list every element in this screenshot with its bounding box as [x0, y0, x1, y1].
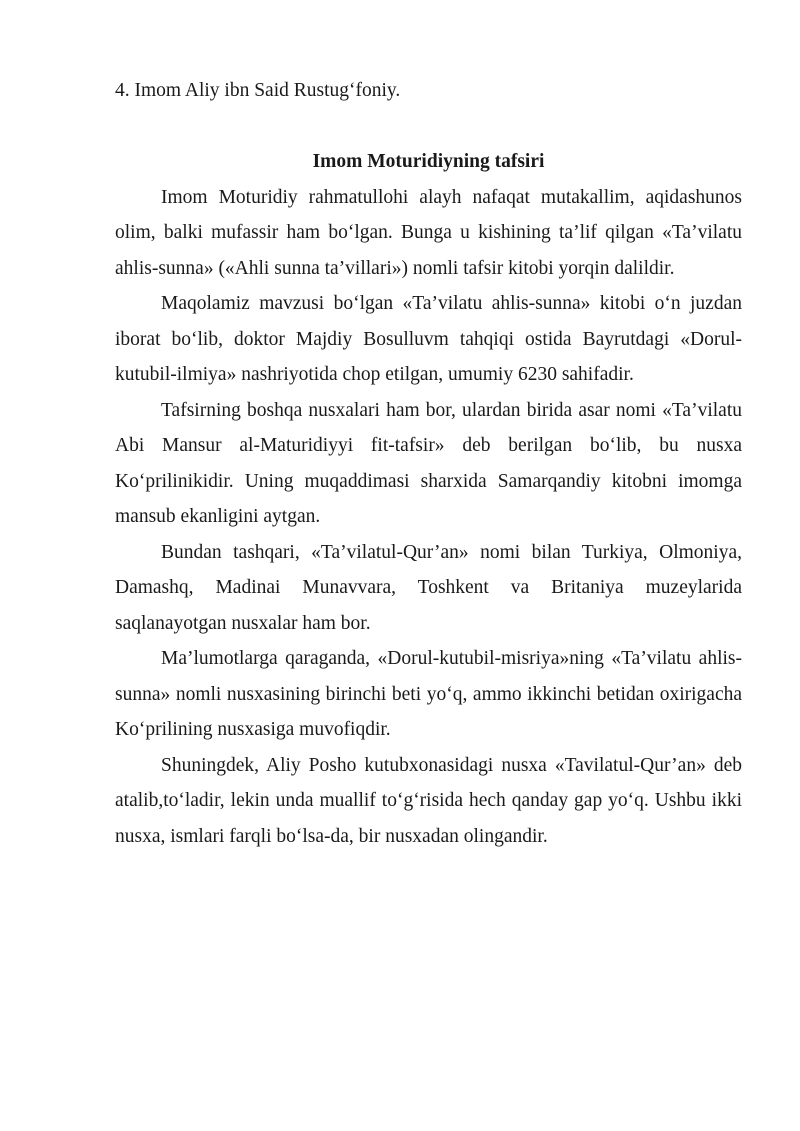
section-heading: Imom Moturidiyning tafsiri — [312, 151, 545, 172]
paragraph-5: Ma’lumotlarga qaraganda, «Dorul-kutubil-misriya»ning «Ta’vilatu ahlis-sunna» nomli nusxasining birinchi beti yo‘q, ammo ikkinchi betidan oxirigacha Ko‘prilining nusxasiga muvofiqdir. — [115, 648, 742, 740]
paragraph-1: Imom Moturidiy rahmatullohi alayh nafaqat mutakallim, aqidashunos olim, balki mufassir ham bo‘lgan. Bunga u kishining ta’lif qilgan «Ta’vilatu ahlis-sunna» («Ahli sunna ta’villari») nomli tafsir kitobi yorqin dalildir. — [115, 186, 742, 279]
paragraph-2: Maqolamiz mavzusi bo‘lgan «Ta’vilatu ahlis-sunna» kitobi o‘n juzdan iborat bo‘lib, doktor Majdiy Bosulluvm tahqiqi ostida Bayrutdagi «Dorul-kutubil-ilmiya» nashriyotida chop etilgan, umumiy 6230 sahifadir. — [115, 293, 742, 385]
paragraph-4: Bundan tashqari, «Ta’vilatul-Qur’an» nomi bilan Turkiya, Olmoniya, Damashq, Madinai Munavvara, Toshkent va Britaniya muzeylarida saqlanayotgan nusxalar ham bor. — [115, 541, 742, 634]
document-body — [115, 73, 742, 854]
paragraph-3: Tafsirning boshqa nusxalari ham bor, ulardan birida asar nomi «Ta’vilatu Abi Mansur al-Maturidiyyi fit-tafsir» deb berilgan bo‘lib, bu nusxa Ko‘prilinikidir. Uning muqaddimasi sharxida Samarqandiy kitobni imomga mansub ekanligini aytgan. — [115, 399, 742, 527]
list-item-intro: 4. Imom Aliy ibn Said Rustug‘foniy. — [115, 80, 401, 101]
paragraph-6: Shuningdek, Aliy Posho kutubxonasidagi nusxa «Tavilatul-Qur’an» deb atalib,to‘ladir, lekin unda muallif to‘g‘risida hech qanday gap yo‘q. Ushbu ikki nusxa, ismlari farqli bo‘lsa-da, bir nusxadan olingandir. — [115, 754, 742, 847]
